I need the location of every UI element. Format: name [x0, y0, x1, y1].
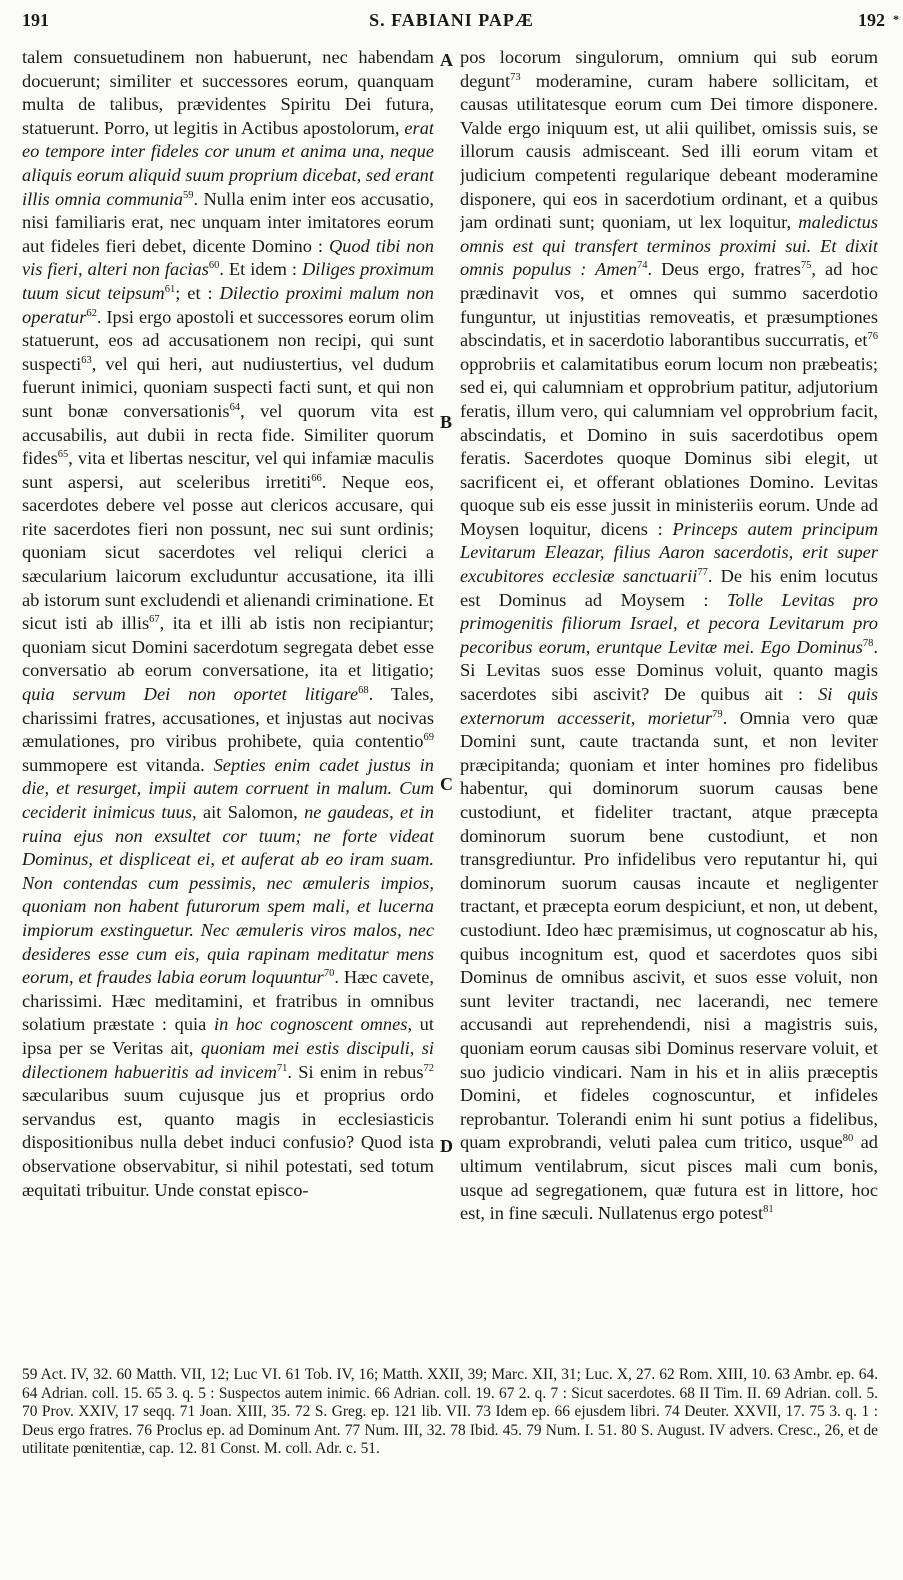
header-asterisk: * — [893, 12, 899, 26]
footnote-ref: 72 — [423, 1062, 434, 1074]
margin-letter-a: A — [440, 50, 453, 70]
footnotes — [22, 1366, 878, 1526]
footnote-ref: 76 — [867, 331, 878, 342]
footnote-ref: 62 — [86, 307, 97, 319]
right-column-text: pos locorum singulorum, omnium qui sub eorum degunt$^{73}$ moderamine, curam habere sollicitam, et causas utilitatesque eorum cum Dei timore disponere. Valde ergo iniquum est, ut alii quilibet, omissis suis, se illorum causis admisceant. Sed illi eorum vitam et judicium competenti regularique debeant moderamine disponere, qui eos in sacerdotium ordinant, et a quibus jam ordinati sunt; quoniam, ut lex loquitur, maledictus omnis est qui transfert terminos proximi sui. Et dixit omnis populus : Amen$^{74}$. Deus ergo, fratres$^{75}$, ad hoc prædinavit vos, et omnes qui summo sacerdotio funguntur, ut injustitias removeatis, et præsumptiones abscindatis, et in sacerdotio laborantibus succurratis, et$^{76}$ opprobriis et calamitatibus eorum locum non præbeatis; sed ei, qui calumniam et opprobrium patitur, adjutorium feratis, illum vero, qui calumniam vel opprobrium facit, abscindatis, et Domino in suis sacerdotibus opem feratis. Sacerdotes quoque Dominus sibi elegit, ut sacrificent ei, et offerant oblationes Domino. Levitas quoque sub eis esse jussit in ministeriis eorum. Unde ad Moysen loquitur, dicens : Princeps autem principum Levitarum Eleazar, filius Aaron sacerdotis, erit super excubitores ecclesiæ sanctuarii$^{77}$. De his enim locutus est Dominus ad Moysem : Tolle Levitas pro primogenitis filiorum Israel, et pecora Levitarum pro pecoribus eorum, eruntque Levitæ mei. Ego Dominus$^{78}$. Si Levitas suos esse Dominus voluit, quanto magis sacerdotes sibi ascivit? De quibus ait : Si quis externorum accesserit, morietur$^{79}$. Omnia vero quæ Domini sunt, caute tractanda sunt, et non leviter præcipitanda; quoniam et inter homines pro fidelibus habentur, qui dominorum suorum causas bene custodiunt, et fideliter tractant, atque præcepta dominorum suorum bene custodiunt, et non transgrediuntur. Pro infidelibus vero reputantur hi, qui dominorum suorum causas incaute et negligenter tractant, et præcepta eorum despiciunt, et non, ut debent, custodiunt. Ideo hæc præmisimus, ut cognoscatur ab his, quibus incognitum est, quod et sacerdotes quos sibi Dominus de omnibus ascivit, et suos esse voluit, non sunt leviter tractandi, nec lacerandi, nec temere accusandi aut reprehendendi, nisi a magistris suis, quoniam eorum causas sibi Dominus reservare voluit, et suo judicio vindicari. Nam in his et in aliis præceptis Domini, et fideles cognoscuntur, et infideles reprobantur. Tolerandi enim hi sunt potius a fidelibus, quam exprobrandi, veluti palea cum tritico, usque$^{80}$ ad ultimum ventilabrum, sicut pisces mali cum bonis, usque ad segregationem, quæ futura est in littore, hoc est, in fine sæculi. Nullatenus ergo potest$^{81}$ — [460, 47, 878, 1224]
footnote-ref: 79 — [712, 708, 723, 720]
margin-letter-c: C — [440, 774, 453, 794]
footnote-ref: 65 — [57, 448, 69, 460]
left-column-text: talem consuetudinem non habuerunt, nec habendam docuerunt; similiter et successores eorum, quanquam multa de talibus, prævidentes Spiritu Dei futura, statuerunt. Porro, ut legitis in Actibus apostolorum, erat eo tempore inter fideles cor unum et anima una, neque aliquis eorum aliquid suum proprium dicebat, sed erant illis omnia communia$^{59}$. Nulla enim inter eos accusatio, nisi familiaris erat, nec unquam inter imitatores eorum aut fideles fieri debet, dicente Domino : Quod tibi non vis fieri, alteri non facias$^{60}$. Et idem : Diliges proximum tuum sicut teipsum$^{61}$; et : Dilectio proximi malum non operatur$^{62}$. Ipsi ergo apostoli et successores eorum olim statuerunt, eos ad accusationem non recipi, qui sunt suspecti$^{63}$, vel qui heri, aut nudiustertius, vel dudum fuerunt inimici, quoniam suspecti facti sunt, et qui non sunt bonæ conversationis$^{64}$, vel quorum vita est accusabilis, aut dubii in recta fide. Similiter quorum fides$^{65}$, vita et libertas nescitur, vel qui infamiæ maculis sunt aspersi, aut sceleribus irretiti$^{66}$. Neque eos, sacerdotes debere vel posse aut clericos accusare, qui rite sacerdotes fieri non possunt, nec sui sunt ordinis; quoniam sicut sacerdotes vel reliqui clerici a sæcularium laicorum excluduntur accusatione, ita illi ab istorum sunt excludendi et alienandi criminatione. Et sicut isti ab illis$^{67}$, ita et illi ab istis non recipiantur; quoniam sicut Domini sacerdotum segregata debet esse conversatio ab eorum conversatione, ita et litigatio; quia servum Dei non oportet litigare$^{68}$. Tales, charissimi fratres, accusationes, et injustas aut nocivas æmulationes, pro viribus prohibete, quia contentio$^{69}$ summopere est vitanda. Septies enim cadet justus in die, et resurget, impii autem corruent in malum. Cum ceciderit inimicus tuus, ait Salomon, ne gaudeas, et in ruina ejus non exsultet cor tuum; ne forte videat Dominus, et displiceat ei, et auferat ab eo iram suam. Non contendas cum pessimis, nec æmuleris impios, quoniam non habent futurorum spem mali, et lucerna impiorum exstinguetur. Nec æmuleris viros malos, nec desideres esse cum eis, quia rapinam meditatur mens eorum, et fraudes labia eorum loquuntur$^{70}$. Hæc cavete, charissimi. Hæc meditamini, et fratribus in omnibus solatium præstate : quia in hoc cognoscent omnes, ut ipsa per se Veritas ait, quoniam mei estis discipuli, si dilectionem habueritis ad invicem$^{71}$. Si enim in rebus$^{72}$ sæcularibus suum cujusque jus et proprius ordo servandus est, quanto magis in ecclesiasticis dispositionibus nulla debet induci confusio? Quod ista observatione observabitur, si nihil potestati, sed totum æquitati tribuitur. Unde constat episco- — [22, 47, 434, 1200]
footnote-ref: 64 — [229, 401, 241, 413]
footnote-ref: 73 — [510, 71, 521, 83]
footnote-ref: 61 — [164, 283, 176, 295]
footnote-ref: 80 — [842, 1133, 854, 1145]
right-page-number: 192 — [858, 10, 885, 30]
running-header — [0, 0, 903, 40]
footnote-ref: 78 — [862, 637, 874, 649]
footnote-ref: 77 — [697, 566, 708, 578]
footnote-ref: 63 — [81, 354, 92, 366]
margin-letter-b: B — [440, 412, 453, 432]
footnote-ref: 71 — [276, 1062, 288, 1074]
footnote-ref: 68 — [358, 684, 369, 696]
footnote-ref: 67 — [149, 614, 160, 626]
margin-letter-d: D — [440, 1136, 453, 1156]
footnote-ref: 75 — [800, 260, 812, 272]
footnotes-text: 59 Act. IV, 32. 60 Matth. VII, 12; Luc VI. 61 Tob. IV, 16; Matth. XXII, 39; Marc. XII, 31; Luc. X, 27. 62 Rom. XIII, 10. 63 Ambr. ep. 64. 64 Adrian. coll. 15. 65 3. q. 5 : Suspectos autem inimic. 66 Adrian. coll. 19. 67 2. q. 7 : Sicut sacerdotes. 68 II Tim. II. 69 Adrian. coll. 5. 70 Prov. XXIV, 17 seqq. 71 Joan. XIII, 35. 72 S. Greg. ep. 121 lib. VII. 73 Idem ep. 66 ejusdem libri. 74 Deuter. XXVII, 17. 75 3. q. 1 : Deus ergo fratres. 76 Proclus ep. ad Dominum Ant. 77 Num. III, 32. 78 Ibid. 45. 79 Num. I. 51. 80 S. August. IV advers. Cresc., 26, et de utilitate pœnitentiæ, cap. 12. 81 Const. M. coll. Adr. c. 51. — [22, 1366, 878, 1458]
left-page-number: 191 — [22, 10, 49, 30]
right-column — [460, 46, 878, 1360]
footnote-ref: 74 — [636, 260, 648, 272]
left-column — [22, 46, 434, 1360]
footnote-ref: 60 — [208, 260, 220, 272]
footnote-ref: 70 — [323, 968, 335, 980]
footnote-ref: 66 — [311, 472, 322, 484]
running-title: S. FABIANI PAPÆ — [369, 10, 534, 30]
footnote-ref: 59 — [183, 189, 194, 201]
footnote-ref: 81 — [763, 1203, 774, 1215]
footnote-ref: 69 — [423, 732, 434, 744]
